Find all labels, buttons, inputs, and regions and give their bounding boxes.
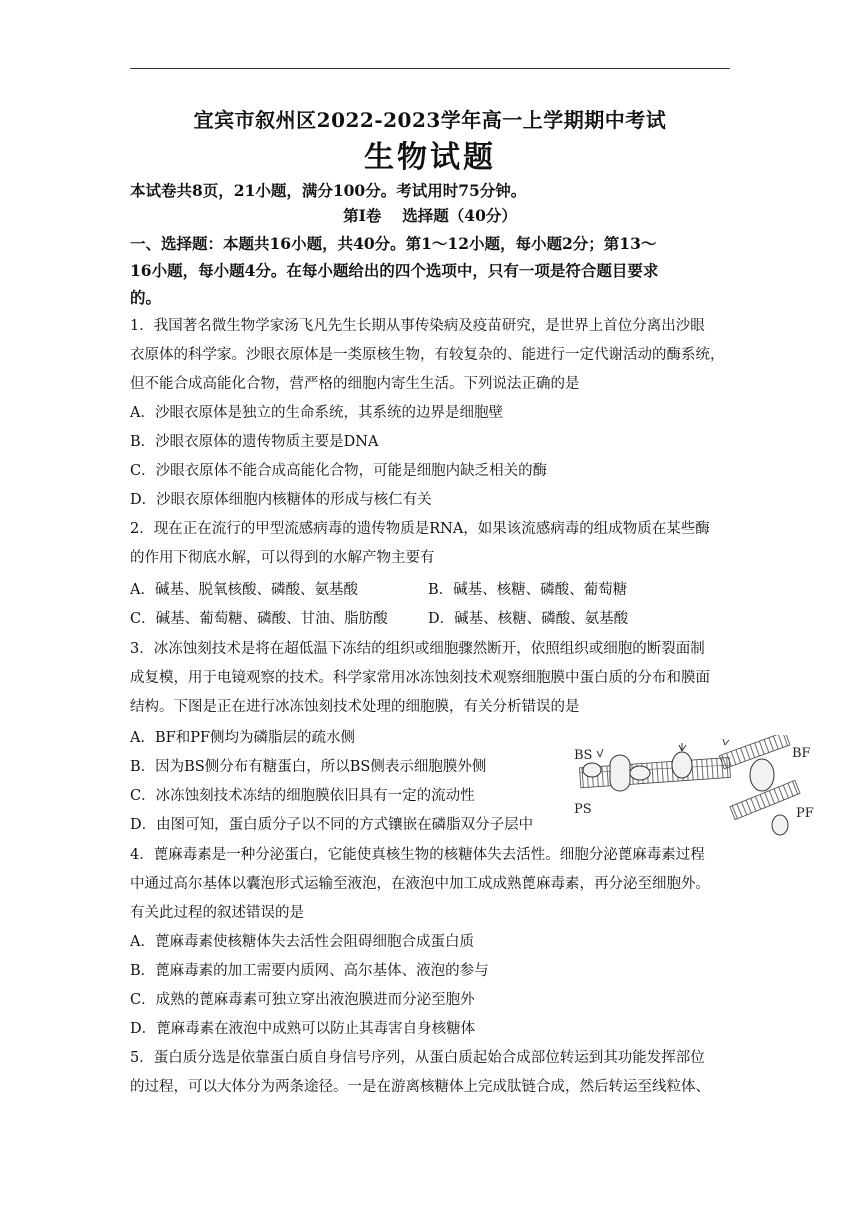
q3-option-c: C．冰冻蚀刻技术冻结的细胞膜依旧具有一定的流动性 bbox=[130, 788, 475, 804]
bilayer-left bbox=[579, 757, 730, 787]
protein-embedded bbox=[630, 766, 650, 780]
glycoprotein-chain bbox=[679, 743, 686, 751]
top-rule bbox=[130, 68, 730, 69]
q3-option-d: D．由图可知，蛋白质分子以不同的方式镶嵌在磷脂双分子层中 bbox=[130, 817, 534, 833]
section-instructions-3: 的。 bbox=[130, 288, 162, 307]
q1-option-c: C．沙眼衣原体不能合成高能化合物，可能是细胞内缺乏相关的酶 bbox=[130, 463, 548, 479]
q4-option-b: B．蓖麻毒素的加工需要内质网、高尔基体、液泡的参与 bbox=[130, 963, 489, 979]
exam-intro: 本试卷共8页，21小题，满分100分。考试用时75分钟。 bbox=[130, 181, 527, 200]
q3-option-b: B．因为BS侧分布有糖蛋白，所以BS侧表示细胞膜外侧 bbox=[130, 759, 487, 775]
q3-stem-3: 结构。下图是正在进行冰冻蚀刻技术处理的细胞膜，有关分析错误的是 bbox=[130, 699, 580, 715]
exam-title: 生物试题 bbox=[364, 140, 496, 175]
protein-bf-side bbox=[750, 759, 774, 791]
protein-transmembrane-2 bbox=[672, 752, 692, 778]
q2-stem-1: 2．现在正在流行的甲型流感病毒的遗传物质是RNA，如果该流感病毒的组成物质在某些酶 bbox=[130, 521, 710, 537]
q4-stem-3: 有关此过程的叙述错误的是 bbox=[130, 905, 304, 921]
q2-option-b: B．碱基、核糖、磷酸、葡萄糖 bbox=[428, 582, 628, 598]
q1-option-b: B．沙眼衣原体的遗传物质主要是DNA bbox=[130, 434, 379, 450]
q1-stem-1: 1．我国著名微生物学家汤飞凡先生长期从事传染病及疫苗研究，是世界上首位分离出沙眼 bbox=[130, 318, 705, 334]
section-instructions-2: 16小题，每小题4分。在每小题给出的四个选项中，只有一项是符合题目要求 bbox=[130, 261, 659, 280]
q1-option-a: A．沙眼衣原体是独立的生命系统，其系统的边界是细胞壁 bbox=[130, 405, 503, 421]
exam-subtitle: 宜宾市叙州区2022-2023学年高一上学期期中考试 bbox=[193, 108, 667, 132]
label-pf: PF bbox=[796, 806, 814, 821]
q1-stem-2: 衣原体的科学家。沙眼衣原体是一类原核生物，有较复杂的、能进行一定代谢活动的酶系统， bbox=[130, 347, 725, 363]
section-instructions-1: 一、选择题：本题共16小题，共40分。第1～12小题，每小题2分；第13～ bbox=[130, 234, 657, 253]
label-bf: BF bbox=[792, 746, 811, 761]
protein-transmembrane-1 bbox=[610, 755, 630, 791]
label-bs: BS bbox=[574, 748, 593, 763]
q5-stem-1: 5．蛋白质分选是依靠蛋白质自身信号序列，从蛋白质起始合成部位转运到其功能发挥部位 bbox=[130, 1050, 705, 1066]
q3-stem-2: 成复模，用于电镜观察的技术。科学家常用冰冻蚀刻技术观察细胞膜中蛋白质的分布和膜面 bbox=[130, 670, 710, 686]
q3-option-a: A．BF和PF侧均为磷脂层的疏水侧 bbox=[130, 730, 356, 746]
q2-option-c: C．碱基、葡萄糖、磷酸、甘油、脂肪酸 bbox=[130, 611, 388, 627]
q4-option-a: A．蓖麻毒素使核糖体失去活性会阻碍细胞合成蛋白质 bbox=[130, 934, 474, 950]
sugar-chain-left bbox=[597, 749, 603, 757]
label-ps: PS bbox=[574, 802, 592, 817]
q4-stem-1: 4．蓖麻毒素是一种分泌蛋白，它能使真核生物的核糖体失去活性。细胞分泌蓖麻毒素过程 bbox=[130, 847, 705, 863]
protein-pf-side bbox=[772, 815, 788, 835]
part-title: 第Ⅰ卷 选择题（40分） bbox=[343, 206, 517, 225]
q4-option-c: C．成熟的蓖麻毒素可独立穿出液泡膜进而分泌至胞外 bbox=[130, 992, 475, 1008]
q5-stem-2: 的过程，可以大体分为两条途径。一是在游离核糖体上完成肽链合成，然后转运至线粒体、 bbox=[130, 1079, 710, 1095]
q1-option-d: D．沙眼衣原体细胞内核糖体的形成与核仁有关 bbox=[130, 492, 432, 508]
q2-option-d: D．碱基、核糖、磷酸、氨基酸 bbox=[428, 611, 629, 627]
sugar-chain-right bbox=[723, 739, 729, 745]
protein-peripheral bbox=[583, 763, 601, 777]
q3-stem-1: 3．冰冻蚀刻技术是将在超低温下冻结的组织或细胞骤然断开，依照组织或细胞的断裂面制 bbox=[130, 641, 705, 657]
membrane-figure bbox=[570, 735, 820, 845]
q4-option-d: D．蓖麻毒素在液泡中成熟可以防止其毒害自身核糖体 bbox=[130, 1021, 476, 1037]
q1-stem-3: 但不能合成高能化合物，营严格的细胞内寄生生活。下列说法正确的是 bbox=[130, 376, 580, 392]
q2-stem-2: 的作用下彻底水解，可以得到的水解产物主要有 bbox=[130, 550, 435, 566]
q4-stem-2: 中通过高尔基体以囊泡形式运输至液泡，在液泡中加工成成熟蓖麻毒素，再分泌至细胞外。 bbox=[130, 876, 710, 892]
q2-option-a: A．碱基、脱氧核酸、磷酸、氨基酸 bbox=[130, 582, 358, 598]
